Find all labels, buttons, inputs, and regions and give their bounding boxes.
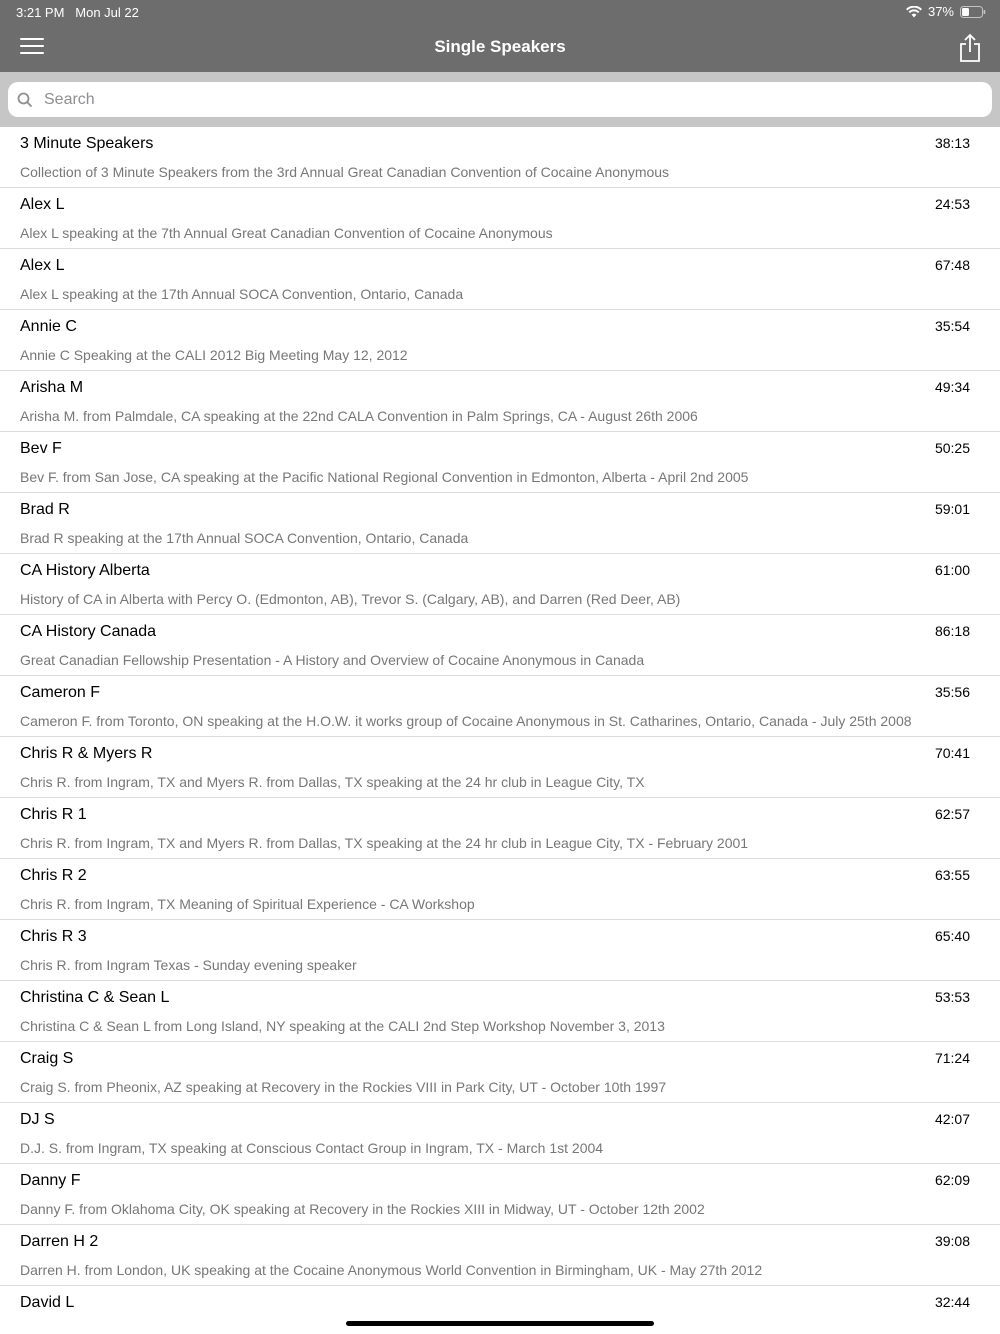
list-item[interactable] bbox=[0, 371, 1000, 432]
speaker-list bbox=[0, 127, 1000, 1334]
speaker-duration: 61:00 bbox=[934, 562, 970, 578]
search-input[interactable] bbox=[44, 82, 974, 117]
speaker-duration: 70:41 bbox=[934, 745, 970, 761]
speaker-description: Bev F. from San Jose, CA speaking at the Pacific National Regional Convention in Edmonton, Alberta - April 2nd 2005 bbox=[20, 469, 749, 485]
speaker-name: DJ S bbox=[20, 1111, 55, 1128]
speaker-name: Christina C & Sean L bbox=[20, 989, 170, 1006]
speaker-name: Chris R 3 bbox=[20, 928, 87, 945]
speaker-name: Darren H 2 bbox=[20, 1233, 99, 1250]
speaker-name: Cameron F bbox=[20, 684, 101, 701]
speaker-duration: 62:57 bbox=[934, 806, 970, 822]
list-item[interactable] bbox=[0, 1042, 1000, 1103]
status-bar bbox=[0, 0, 1000, 24]
speaker-duration: 63:55 bbox=[934, 867, 970, 883]
list-item[interactable] bbox=[0, 1225, 1000, 1286]
speaker-description: Arisha M. from Palmdale, CA speaking at the 22nd CALA Convention in Palm Springs, CA - August 26th 2006 bbox=[20, 408, 698, 424]
list-item[interactable] bbox=[0, 1164, 1000, 1225]
speaker-description: Chris R. from Ingram, TX Meaning of Spiritual Experience - CA Workshop bbox=[20, 896, 475, 912]
speaker-name: Chris R 2 bbox=[20, 867, 87, 884]
speaker-duration: 39:08 bbox=[934, 1233, 970, 1249]
speaker-description: Chris R. from Ingram, TX and Myers R. from Dallas, TX speaking at the 24 hr club in League City, TX bbox=[20, 774, 645, 790]
speaker-duration: 86:18 bbox=[934, 623, 970, 639]
speaker-name: Alex L bbox=[20, 257, 65, 274]
status-date: Mon Jul 22 bbox=[75, 5, 139, 20]
speaker-name: Danny F bbox=[20, 1172, 81, 1189]
speaker-name: Bev F bbox=[20, 440, 62, 457]
speaker-name: Craig S bbox=[20, 1050, 74, 1067]
speaker-duration: 32:44 bbox=[934, 1294, 970, 1310]
list-item[interactable] bbox=[0, 859, 1000, 920]
list-item[interactable] bbox=[0, 1286, 1000, 1334]
home-indicator bbox=[346, 1321, 654, 1326]
battery-icon bbox=[960, 6, 986, 18]
speaker-description: Brad R speaking at the 17th Annual SOCA Convention, Ontario, Canada bbox=[20, 530, 469, 546]
list-item[interactable] bbox=[0, 554, 1000, 615]
list-item[interactable] bbox=[0, 432, 1000, 493]
list-item[interactable] bbox=[0, 615, 1000, 676]
speaker-description: Alex L speaking at the 17th Annual SOCA Convention, Ontario, Canada bbox=[20, 286, 464, 302]
search-bar-container bbox=[0, 72, 1000, 127]
speaker-duration: 35:56 bbox=[934, 684, 970, 700]
list-item[interactable] bbox=[0, 188, 1000, 249]
list-item[interactable] bbox=[0, 920, 1000, 981]
speaker-name: David L bbox=[20, 1294, 75, 1311]
speaker-duration: 71:24 bbox=[934, 1050, 970, 1066]
speaker-duration: 62:09 bbox=[934, 1172, 970, 1188]
list-item[interactable] bbox=[0, 493, 1000, 554]
wifi-icon bbox=[906, 6, 922, 18]
speaker-duration: 50:25 bbox=[934, 440, 970, 456]
speaker-description: Cameron F. from Toronto, ON speaking at the H.O.W. it works group of Cocaine Anonymous in St. Catharines, Ontario, Canada - July 25th 2008 bbox=[20, 713, 912, 729]
speaker-name: Annie C bbox=[20, 318, 77, 335]
speaker-name: Alex L bbox=[20, 196, 65, 213]
speaker-name: Arisha M bbox=[20, 379, 84, 396]
speaker-duration: 38:13 bbox=[934, 135, 970, 151]
speaker-description: Collection of 3 Minute Speakers from the 3rd Annual Great Canadian Convention of Cocaine Anonymous bbox=[20, 164, 670, 180]
speaker-duration: 49:34 bbox=[934, 379, 970, 395]
speaker-description: Great Canadian Fellowship Presentation - A History and Overview of Cocaine Anonymous in Canada bbox=[20, 652, 645, 668]
speaker-description: Chris R. from Ingram, TX and Myers R. from Dallas, TX speaking at the 24 hr club in League City, TX - February 2001 bbox=[20, 835, 749, 851]
speaker-duration: 42:07 bbox=[934, 1111, 970, 1127]
speaker-description: History of CA in Alberta with Percy O. (Edmonton, AB), Trevor S. (Calgary, AB), and Darren (Red Deer, AB) bbox=[20, 591, 681, 607]
speaker-name: CA History Canada bbox=[20, 623, 157, 640]
speaker-description: Annie C Speaking at the CALI 2012 Big Meeting May 12, 2012 bbox=[20, 347, 408, 363]
list-item[interactable] bbox=[0, 981, 1000, 1042]
speaker-name: Chris R & Myers R bbox=[20, 745, 153, 762]
list-item[interactable] bbox=[0, 676, 1000, 737]
status-time-date bbox=[16, 5, 139, 20]
speaker-description: D.J. S. from Ingram, TX speaking at Conscious Contact Group in Ingram, TX - March 1st 2004 bbox=[20, 1140, 604, 1156]
list-item[interactable] bbox=[0, 249, 1000, 310]
list-item[interactable] bbox=[0, 1103, 1000, 1164]
navigation-bar bbox=[0, 24, 1000, 72]
search-bar[interactable] bbox=[8, 82, 992, 117]
speaker-description: Alex L speaking at the 7th Annual Great Canadian Convention of Cocaine Anonymous bbox=[20, 225, 553, 241]
search-icon bbox=[17, 92, 33, 113]
status-right bbox=[906, 4, 986, 19]
battery-percent: 37% bbox=[927, 4, 954, 19]
speaker-name: Brad R bbox=[20, 501, 70, 518]
speaker-duration: 53:53 bbox=[934, 989, 970, 1005]
page-title: Single Speakers bbox=[434, 37, 566, 56]
share-icon[interactable] bbox=[958, 33, 982, 63]
speaker-duration: 24:53 bbox=[934, 196, 970, 212]
speaker-duration: 59:01 bbox=[934, 501, 970, 517]
speaker-description: Danny F. from Oklahoma City, OK speaking at Recovery in the Rockies XIII in Midway, UT - October 12th 2002 bbox=[20, 1201, 705, 1217]
speaker-duration: 65:40 bbox=[934, 928, 970, 944]
speaker-duration: 67:48 bbox=[934, 257, 970, 273]
speaker-description: Darren H. from London, UK speaking at the Cocaine Anonymous World Convention in Birmingham, UK - May 27th 2012 bbox=[20, 1262, 763, 1278]
speaker-description: Chris R. from Ingram Texas - Sunday evening speaker bbox=[20, 957, 357, 973]
speaker-description: Craig S. from Pheonix, AZ speaking at Recovery in the Rockies VIII in Park City, UT - October 10th 1997 bbox=[20, 1079, 667, 1095]
speaker-duration: 35:54 bbox=[934, 318, 970, 334]
list-item[interactable] bbox=[0, 798, 1000, 859]
status-time: 3:21 PM bbox=[16, 5, 65, 20]
speaker-description: Christina C & Sean L from Long Island, NY speaking at the CALI 2nd Step Workshop November 3, 2013 bbox=[20, 1018, 665, 1034]
speaker-name: 3 Minute Speakers bbox=[20, 135, 154, 152]
list-item[interactable] bbox=[0, 127, 1000, 188]
list-item[interactable] bbox=[0, 737, 1000, 798]
speaker-name: Chris R 1 bbox=[20, 806, 87, 823]
list-item[interactable] bbox=[0, 310, 1000, 371]
speaker-name: CA History Alberta bbox=[20, 562, 150, 579]
